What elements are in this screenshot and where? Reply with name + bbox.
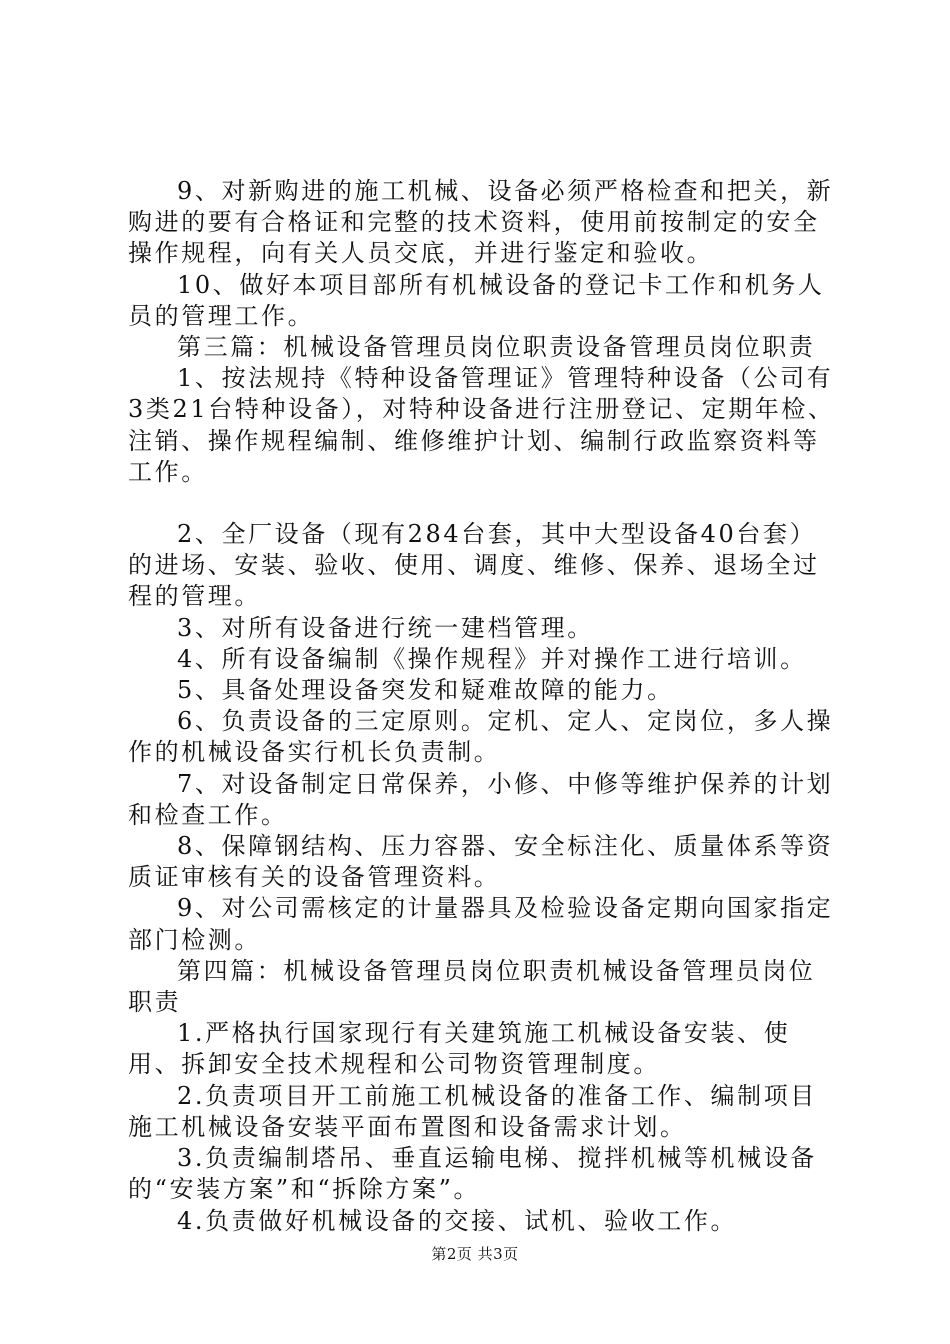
paragraph-part3-item-6: 6、负责设备的三定原则。定机、定人、定岗位，多人操作的机械设备实行机长负责制。 (128, 707, 834, 767)
paragraph-part3-item-2: 2、全厂设备（现有284台套，其中大型设备40台套）的进场、安装、验收、使用、调度、维修、保养、退场全过程的管理。 (128, 520, 820, 611)
section-heading-part-4: 第四篇：机械设备管理员岗位职责机械设备管理员岗位职责 (128, 956, 816, 1017)
paragraph-part3-item-4: 4、所有设备编制《操作规程》并对操作工进行培训。 (177, 644, 807, 673)
paragraph-part4-item-1: 1.严格执行国家现行有关建筑施工机械设备安装、使用、拆卸安全技术规程和公司物资管理制度。 (128, 1019, 791, 1079)
paragraph-part3-item-1: 1、按法规持《特种设备管理证》管理特种设备（公司有3类21台特种设备），对特种设备进行注册登记、定期年检、注销、操作规程编制、维修维护计划、编制行政监察资料等工作。 (128, 364, 835, 486)
paragraph-item-9-new-equipment: 9、对新购进的施工机械、设备必须严格检查和把关，新购进的要有合格证和完整的技术资料，使用前按制定的安全操作规程，向有关人员交底，并进行鉴定和验收。 (128, 177, 834, 268)
page-number-footer: 第2页 共3页 (431, 1245, 519, 1263)
paragraph-part4-item-3: 3.负责编制塔吊、垂直运输电梯、搅拌机械等机械设备的“安装方案”和“拆除方案”。 (128, 1144, 817, 1204)
paragraph-part3-item-9: 9、对公司需核定的计量器具及检验设备定期向国家指定部门检测。 (128, 894, 834, 954)
paragraph-part3-item-5: 5、具备处理设备突发和疑难故障的能力。 (177, 676, 674, 705)
paragraph-item-10-registration: 10、做好本项目部所有机械设备的登记卡工作和机务人员的管理工作。 (128, 270, 825, 330)
paragraph-part3-item-7: 7、对设备制定日常保养，小修、中修等维护保养的计划和检查工作。 (128, 769, 834, 829)
paragraph-part4-item-2: 2.负责项目开工前施工机械设备的准备工作、编制项目施工机械设备安装平面布置图和设备需求计划。 (128, 1081, 817, 1141)
blank-line (128, 488, 840, 519)
paragraph-part4-item-4: 4.负责做好机械设备的交接、试机、验收工作。 (177, 1206, 738, 1235)
document-body (128, 176, 840, 1237)
paragraph-part3-item-8: 8、保障钢结构、压力容器、安全标注化、质量体系等资质证审核有关的设备管理资料。 (128, 832, 834, 892)
section-heading-part-3: 第三篇：机械设备管理员岗位职责设备管理员岗位职责 (177, 333, 816, 362)
paragraph-part3-item-3: 3、对所有设备进行统一建档管理。 (177, 613, 594, 642)
